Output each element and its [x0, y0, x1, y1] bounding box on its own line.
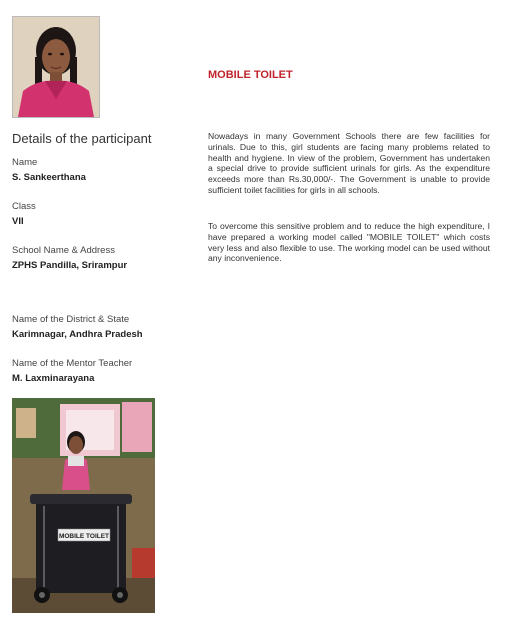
project-title: MOBILE TOILET: [208, 69, 293, 81]
school-value: ZPHS Pandilla, Srirampur: [12, 260, 128, 271]
details-heading: Details of the participant: [12, 131, 152, 146]
district-value: Karimnagar, Andhra Pradesh: [12, 329, 143, 340]
project-photo-drawing: [12, 398, 155, 613]
participant-portrait: [12, 16, 100, 118]
mentor-label: Name of the Mentor Teacher: [12, 358, 133, 369]
school-label: School Name & Address: [12, 245, 115, 256]
mentor-value: M. Laxminarayana: [12, 373, 95, 384]
paragraph-intro: Nowadays in many Government Schools there are few facilities for urinals. Due to this, girl students are facing many problems related to health and hygiene. In view of the problem, Government has undertaken a special drive to provide sufficient urinals for girls. As the expenditure exceeds more than Rs.30,000/-. The Government is unable to provide sufficient toilet facilities for girls in all schools.: [208, 131, 490, 195]
class-label: Class: [12, 201, 36, 212]
paragraph-solution: To overcome this sensitive problem and to reduce the high expenditure, I have prepared a working model called "MOBILE TOILET" which costs very less and also flexible to use. The working model can be used without any inconvenience.: [208, 221, 490, 264]
name-value: S. Sankeerthana: [12, 172, 86, 183]
district-label: Name of the District & State: [12, 314, 130, 325]
class-value: VII: [12, 216, 24, 227]
portrait-drawing: [13, 17, 99, 117]
name-label: Name: [12, 157, 38, 168]
project-photo: [12, 398, 155, 613]
model-label: MOBILE TOILET: [58, 533, 110, 540]
